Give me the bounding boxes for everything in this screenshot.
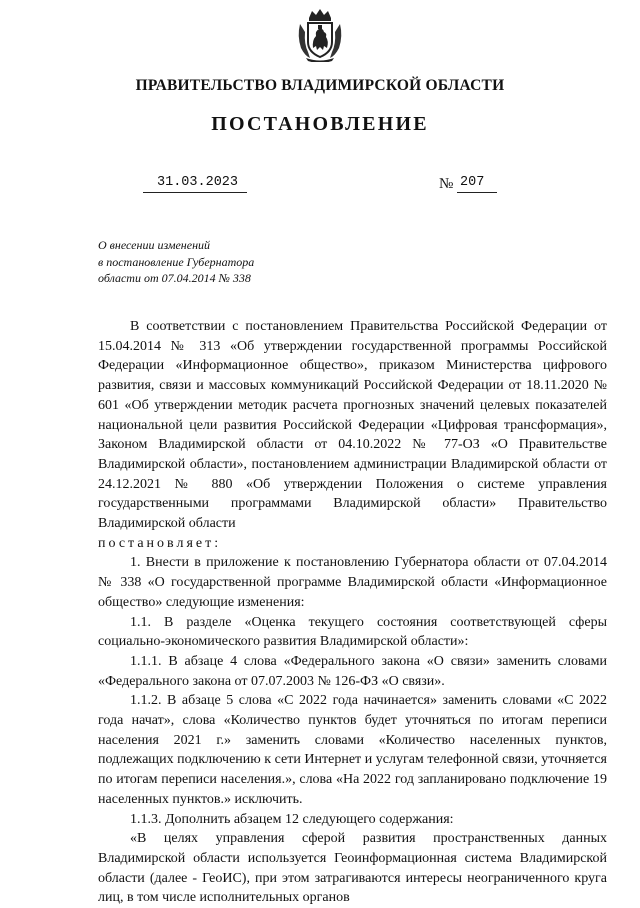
body-paragraph: 1. Внести в приложение к постановлению Губернатора области от 07.04.2014 № 338 «О государственной программе Владимирской области «Информационное общество» следующие изменения: (98, 555, 607, 610)
body-paragraph: 1.1.3. Дополнить абзацем 12 следующего содержания: (130, 811, 454, 827)
document-date: 31.03.2023 (157, 175, 239, 190)
document-body (98, 317, 607, 908)
decree-word: постановляет: (98, 535, 222, 551)
body-paragraph: 1.1. В разделе «Оценка текущего состояния соответствующей сферы социально-экономического развития Владимирской области»: (98, 614, 607, 650)
organization-title: ПРАВИТЕЛЬСТВО ВЛАДИМИРСКОЙ ОБЛАСТИ (135, 77, 505, 94)
document-subject (98, 237, 318, 287)
subject-line: О внесении изменений (98, 238, 211, 252)
document-number: 207 (460, 175, 485, 190)
body-paragraph: «В целях управления сферой развития пространственных данных Владимирской области используется Геоинформационная система Владимирской области (далее - ГеоИС), при этом затрагиваются интересы неограниченного круга лиц, в том числе исполнительных органов (98, 831, 607, 906)
body-paragraph: 1.1.1. В абзаце 4 слова «Федерального закона «О связи» заменить словами «Федерального закона от 07.07.2003 № 126-ФЗ «О связи». (98, 653, 607, 689)
coat-of-arms-icon (296, 8, 344, 62)
subject-line: в постановление Губернатора (98, 254, 255, 269)
document-type-title: ПОСТАНОВЛЕНИЕ (211, 113, 429, 135)
number-underline (457, 192, 497, 193)
subject-line: области от 07.04.2014 № 338 (98, 271, 251, 285)
body-paragraph: 1.1.2. В абзаце 5 слова «С 2022 года начинается» заменить словами «С 2022 года начат», слова «Количество пунктов будет уточняться по итогам переписи населения 2021 г.» заменить словами «Количество населенных пунктов, подлежащих подключению к сети Интернет и услугам телефонной связи, уточняется по итогам переписи населения.», слова «На 2022 год запланировано подключение 19 населенных пунктов.» исключить. (98, 693, 607, 807)
date-underline (143, 192, 247, 193)
intro-paragraph: В соответствии с постановлением Правительства Российской Федерации от 15.04.2014 № 313 «Об утверждении государственной программы Российской Федерации «Информационное общество», приказом Министерства цифрового развития, связи и массовых коммуникаций Российской Федерации от 18.11.2020 № 601 «Об утверждении методик расчета прогнозных значений целевых показателей национальной цели развития Российской Федерации «Цифровая трансформация», Законом Владимирской области от 04.10.2022 № 77-ОЗ «О Правительстве Владимирской области», постановлением администрации Владимирской области от 24.12.2021 № 880 «Об утверждении Положения о системе управления государственными программами Владимирской области» Правительство Владимирской области (98, 319, 607, 532)
number-label: № (439, 176, 454, 192)
